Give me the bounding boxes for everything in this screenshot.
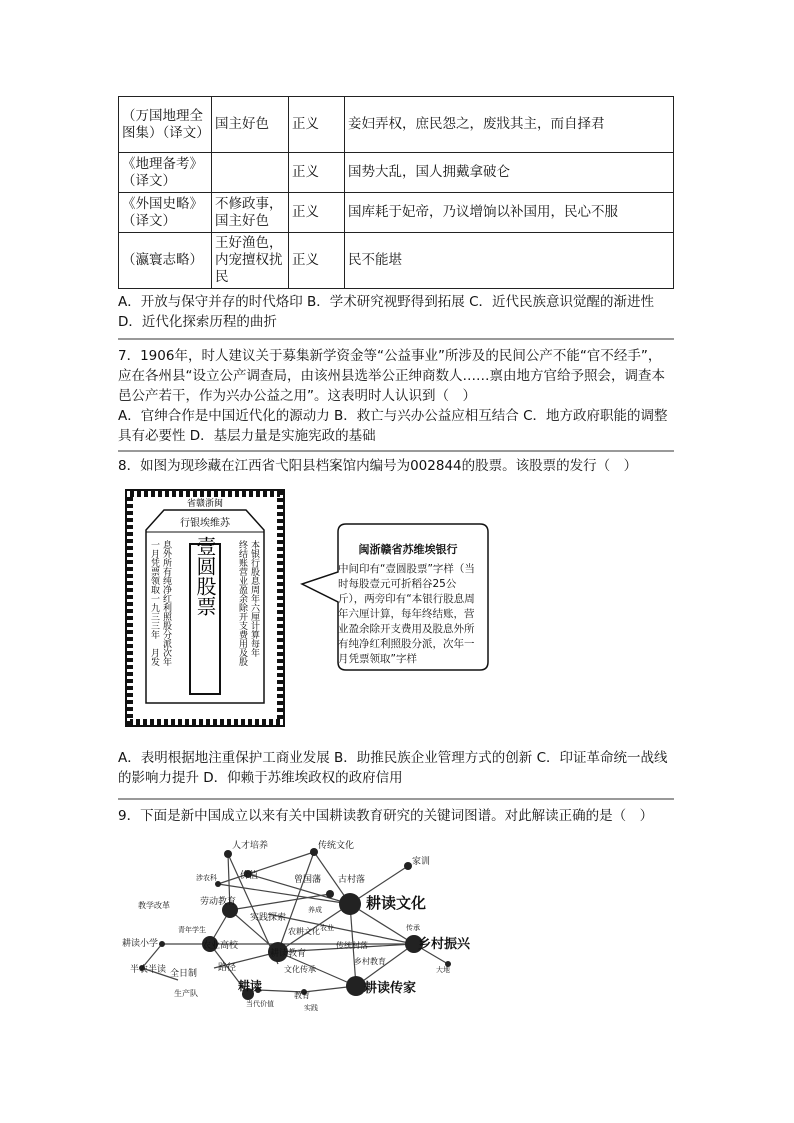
kw-zengguofan: 曾国藩 xyxy=(294,875,322,885)
reason-cell: 国主好色 xyxy=(212,97,289,153)
source-cell: 《外国史略》（译文） xyxy=(119,193,212,233)
stock-text-left2: 一月凭票领取一九三三年 月发 xyxy=(149,540,159,666)
divider xyxy=(118,338,674,340)
source-cell: 《地理备考》（译文） xyxy=(119,153,212,193)
kw-gengduchuanjia: 耕读传家 xyxy=(364,981,417,996)
kw-bannong: 半农半读 xyxy=(130,965,167,975)
q8-stem: 8．如图为现珍藏在江西省弋阳县档案馆内编号为002844的股票。该股票的发行（ ） xyxy=(118,458,638,474)
kw-nongye: 农业 xyxy=(320,924,334,932)
kw-lujing: 路径 xyxy=(218,963,237,973)
kw-chuancheng: 传承 xyxy=(406,924,420,932)
kw-laodong: 劳动教育 xyxy=(200,897,237,907)
table-row xyxy=(119,233,674,289)
divider xyxy=(118,798,674,800)
reason-cell: 王好渔色，内宠擅权扰民 xyxy=(212,233,289,289)
q7-stem: 7．1906年，时人建议关于募集新学资金等“公益事业”所涉及的民间公产不能“官不经手”，应在各州县“设立公产调查局，由该州县选举公正绅商数人……禀由地方官给予照会，调查本邑公产若干，作为兴办公益之用”。这表明时人认识到（ ） xyxy=(118,348,665,404)
stance-cell: 正义 xyxy=(289,193,345,233)
stock-text-right2: 终结账营业盈余除开支费用及股 xyxy=(237,540,247,666)
kw-rencai: 人才培养 xyxy=(232,841,269,851)
table-row xyxy=(119,153,674,193)
table-row xyxy=(119,97,674,153)
table-row xyxy=(119,193,674,233)
q9-stem: 9．下面是新中国成立以来有关中国耕读教育研究的关键词图谱。对此解读正确的是（ ） xyxy=(118,808,654,824)
kw-nongke: 涉农科 xyxy=(196,874,217,882)
kw-qingnian: 青年学生 xyxy=(178,926,206,934)
bubble-title: 闽浙赣省苏维埃银行 xyxy=(358,543,458,556)
source-cell: （万国地理全图集）（译文） xyxy=(119,97,212,153)
q6-options: A．开放与保守并存的时代烙印 B．学术研究视野得到拓展 C．近代民族意识觉醒的渐进性 D．近代化探索历程的曲折 xyxy=(118,294,655,330)
stance-cell: 正义 xyxy=(289,233,345,289)
event-cell: 民不能堪 xyxy=(345,233,674,289)
event-cell: 国势大乱，国人拥戴拿破仑 xyxy=(345,153,674,193)
q7-options: A．官绅合作是中国近代化的源动力 B．救亡与兴办公益应相互结合 C．地方政府职能的调整具有必要性 D．基层力量是实施宪政的基础 xyxy=(118,408,668,444)
stock-header-top: 省赣浙闽 xyxy=(186,499,224,509)
kw-shijianw: 实践 xyxy=(304,1004,318,1012)
source-table xyxy=(118,96,674,289)
stock-certificate-image xyxy=(124,488,286,728)
kw-shijian: 实践探索 xyxy=(250,913,287,923)
event-cell: 妾妇弄权，庶民怨之，废戕其主，而自择君 xyxy=(345,97,674,153)
divider xyxy=(118,450,674,452)
kw-jiaoxue: 教学改革 xyxy=(138,901,170,910)
kw-jiaoyu: 教育 xyxy=(294,991,310,1000)
kw-jiaxun: 家训 xyxy=(412,857,431,867)
kw-chuantong: 传统文化 xyxy=(318,841,355,851)
source-cell: （瀛寰志略） xyxy=(119,233,212,289)
kw-gengduxiaoxue: 耕读小学 xyxy=(122,939,159,949)
kw-nongwenhua: 农耕文化 xyxy=(288,927,320,936)
kw-chuantongcun: 传统村落 xyxy=(336,941,368,950)
kw-xiangcunjiaoyu: 乡村教育 xyxy=(354,957,386,966)
kw-dangdai: 当代价值 xyxy=(246,1000,274,1008)
stance-cell: 正义 xyxy=(289,153,345,193)
stock-text-right1: 本银行股息周年六厘计算每年 xyxy=(249,540,259,657)
kw-gengdujiaoyu: 耕读教育 xyxy=(270,949,307,959)
reason-cell: 不修政事，国主好色 xyxy=(212,193,289,233)
reason-cell xyxy=(212,153,289,193)
kw-gengdu: 耕读 xyxy=(238,979,263,993)
event-cell: 国库耗于妃帝，乃议增饷以补国用，民心不服 xyxy=(345,193,674,233)
kw-wenhuachuancheng: 文化传承 xyxy=(284,965,316,974)
kw-gucunluo: 古村落 xyxy=(338,875,366,885)
stock-text-left1: 息外所有纯净红利照股分派次年 xyxy=(161,540,171,666)
kw-jiazhi: 价值 xyxy=(240,871,259,881)
stance-cell: 正义 xyxy=(289,97,345,153)
keyword-network-graph xyxy=(118,834,478,1014)
kw-quanrizhi: 全日制 xyxy=(170,969,198,979)
kw-shengchandui: 生产队 xyxy=(174,989,198,998)
kw-dadian: 大地 xyxy=(436,966,450,974)
stock-center-title: 壹圆股票 xyxy=(193,536,217,616)
stock-header-bottom: 行银埃维苏 xyxy=(180,518,230,529)
q8-options: A．表明根据地注重保护工商业发展 B．助推民族企业管理方式的创新 C．印证革命统一战线的影响力提升 D．仰赖于苏维埃政权的政府信用 xyxy=(118,750,668,786)
kw-yangcheng: 养成 xyxy=(308,906,322,914)
kw-nongyegaoxiao: 农业高校 xyxy=(202,941,239,951)
kw-gengduwenhua: 耕读文化 xyxy=(366,894,427,912)
kw-xiangcun: 乡村振兴 xyxy=(418,937,471,952)
bubble-text: 中间印有“壹圆股票”字样（当时每股壹元可折稻谷25公斤），两旁印有“本银行股息周年六厘计算，每年终结账，营业盈余除开支费用及股息外所有纯净红利照股分派，次年一月凭票领取”字样 xyxy=(338,563,475,665)
